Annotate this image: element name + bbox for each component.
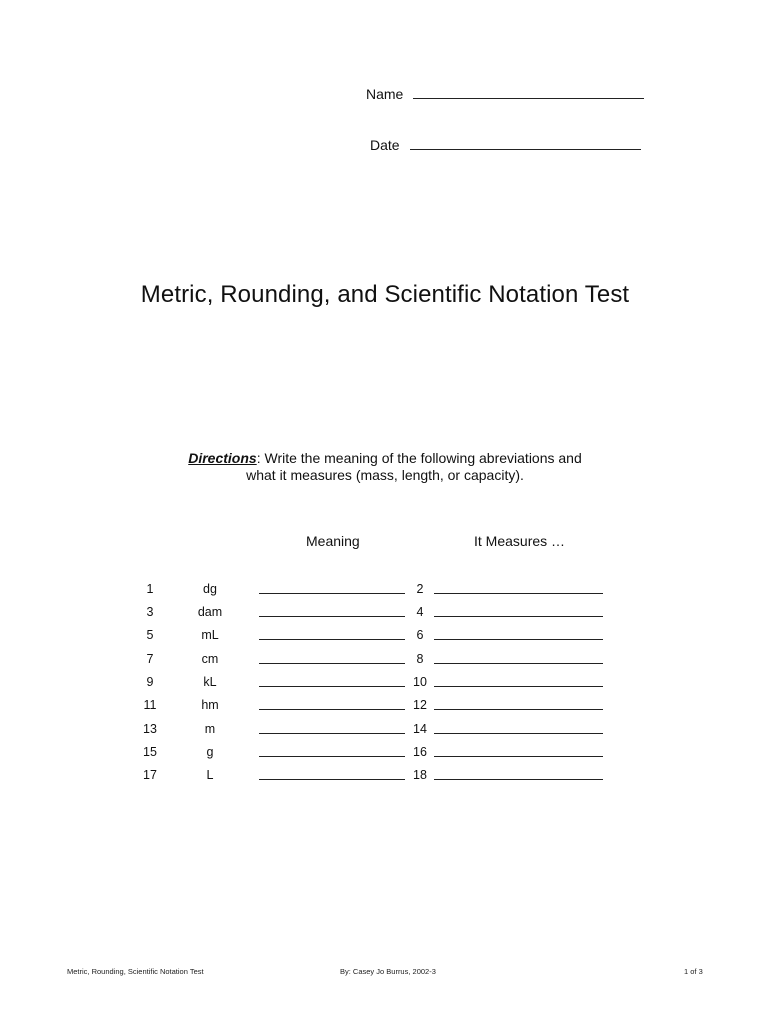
abbreviation: hm bbox=[201, 698, 219, 712]
question-number-left: 5 bbox=[146, 628, 154, 642]
footer-author: By: Casey Jo Burrus, 2002-3 bbox=[340, 967, 436, 976]
question-row bbox=[0, 722, 770, 745]
meaning-answer-line[interactable] bbox=[259, 639, 405, 640]
date-blank-line[interactable] bbox=[410, 135, 641, 150]
footer-page-number: 1 of 3 bbox=[684, 967, 703, 976]
question-row bbox=[0, 768, 770, 791]
column-header-meaning: Meaning bbox=[306, 533, 360, 549]
question-number-left: 11 bbox=[143, 698, 157, 712]
abbreviation: g bbox=[206, 745, 214, 759]
meaning-answer-line[interactable] bbox=[259, 733, 405, 734]
abbreviation: kL bbox=[203, 675, 217, 689]
directions-text-1: : Write the meaning of the following abreviations and bbox=[256, 450, 582, 466]
measures-answer-line[interactable] bbox=[434, 639, 603, 640]
question-row bbox=[0, 628, 770, 651]
abbreviation: mL bbox=[201, 628, 219, 642]
question-row bbox=[0, 605, 770, 628]
question-number-right: 16 bbox=[413, 745, 427, 759]
meaning-answer-line[interactable] bbox=[259, 616, 405, 617]
question-number-right: 6 bbox=[416, 628, 424, 642]
measures-answer-line[interactable] bbox=[434, 663, 603, 664]
abbreviation: m bbox=[204, 722, 216, 736]
name-label: Name bbox=[366, 86, 404, 102]
abbreviation: L bbox=[206, 768, 214, 782]
measures-answer-line[interactable] bbox=[434, 616, 603, 617]
measures-answer-line[interactable] bbox=[434, 733, 603, 734]
footer-document-title: Metric, Rounding, Scientific Notation Test bbox=[67, 967, 204, 976]
measures-answer-line[interactable] bbox=[434, 686, 603, 687]
question-number-left: 15 bbox=[143, 745, 157, 759]
question-number-left: 17 bbox=[143, 768, 157, 782]
meaning-answer-line[interactable] bbox=[259, 779, 405, 780]
directions-text-2: what it measures (mass, length, or capacity). bbox=[246, 467, 524, 483]
measures-answer-line[interactable] bbox=[434, 593, 603, 594]
abbreviation: cm bbox=[201, 652, 219, 666]
abbreviation: dg bbox=[203, 582, 217, 596]
question-number-right: 10 bbox=[413, 675, 427, 689]
question-number-right: 2 bbox=[416, 582, 424, 596]
date-field bbox=[370, 135, 641, 153]
meaning-answer-line[interactable] bbox=[259, 593, 405, 594]
name-field bbox=[366, 84, 644, 102]
meaning-answer-line[interactable] bbox=[259, 756, 405, 757]
directions-block bbox=[0, 450, 770, 484]
question-number-left: 9 bbox=[146, 675, 154, 689]
question-number-left: 3 bbox=[146, 605, 154, 619]
question-number-right: 4 bbox=[416, 605, 424, 619]
question-number-right: 14 bbox=[413, 722, 427, 736]
meaning-answer-line[interactable] bbox=[259, 709, 405, 710]
question-row bbox=[0, 745, 770, 768]
measures-answer-line[interactable] bbox=[434, 709, 603, 710]
question-row bbox=[0, 675, 770, 698]
name-blank-line[interactable] bbox=[413, 84, 644, 99]
question-number-left: 1 bbox=[146, 582, 154, 596]
question-number-left: 13 bbox=[143, 722, 157, 736]
question-row bbox=[0, 652, 770, 675]
meaning-answer-line[interactable] bbox=[259, 686, 405, 687]
question-number-right: 8 bbox=[416, 652, 424, 666]
question-row bbox=[0, 698, 770, 721]
question-number-right: 12 bbox=[413, 698, 427, 712]
abbreviation: dam bbox=[197, 605, 223, 619]
column-header-measures: It Measures … bbox=[474, 533, 566, 549]
directions-label: Directions bbox=[188, 450, 257, 466]
meaning-answer-line[interactable] bbox=[259, 663, 405, 664]
question-number-right: 18 bbox=[413, 768, 427, 782]
date-label: Date bbox=[370, 137, 400, 153]
measures-answer-line[interactable] bbox=[434, 756, 603, 757]
measures-answer-line[interactable] bbox=[434, 779, 603, 780]
question-row bbox=[0, 582, 770, 605]
page-title: Metric, Rounding, and Scientific Notation Test bbox=[140, 281, 630, 308]
directions-line-1 bbox=[0, 450, 770, 467]
question-number-left: 7 bbox=[146, 652, 154, 666]
